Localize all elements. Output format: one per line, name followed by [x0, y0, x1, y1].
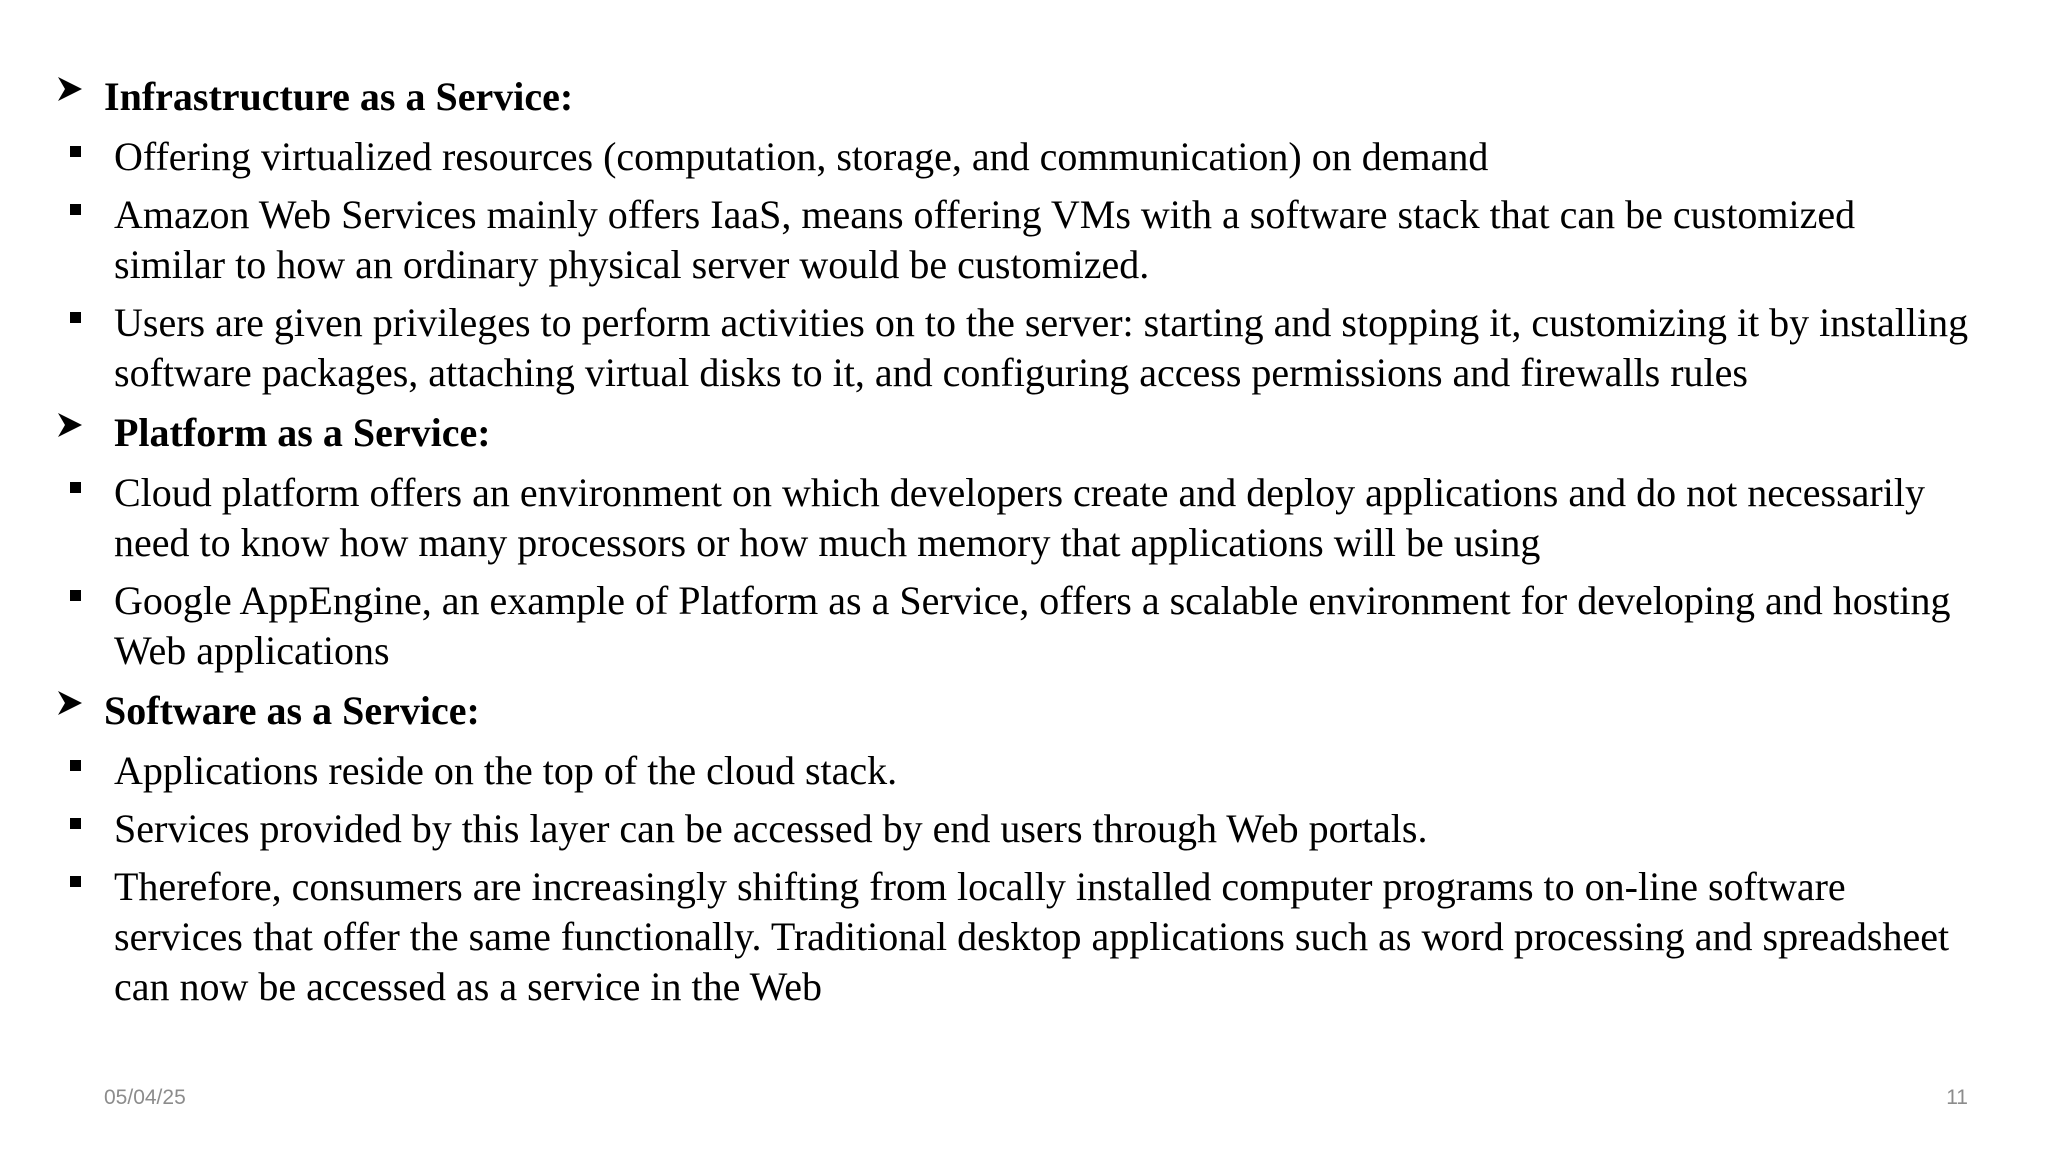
list-item: [56, 862, 1976, 1012]
section-title: Platform as a Service:: [114, 410, 491, 455]
square-bullet-icon: [70, 204, 81, 215]
list-item: [56, 298, 1976, 398]
section-heading-iaas: [56, 70, 1976, 132]
square-bullet-icon: [70, 146, 81, 157]
list-item-text: Services provided by this layer can be accessed by end users through Web portals.: [114, 806, 1428, 851]
list-item-text: Cloud platform offers an environment on which developers create and deploy applications and do not necessarily need to know how many processors or how much memory that applications will be using: [114, 470, 1925, 565]
list-item-text: Applications reside on the top of the cloud stack.: [114, 748, 898, 793]
square-bullet-icon: [70, 482, 81, 493]
list-item: [56, 132, 1976, 182]
square-bullet-icon: [70, 876, 81, 887]
list-item-text: Amazon Web Services mainly offers IaaS, means offering VMs with a software stack that can be customized similar to how an ordinary physical server would be customized.: [114, 192, 1856, 287]
list-item: [56, 576, 1976, 676]
section-title: Infrastructure as a Service:: [104, 74, 574, 119]
list-item-text: Therefore, consumers are increasingly shifting from locally installed computer programs to on-line software services that offer the same functionally. Traditional desktop applications such as word processing and spreadsheet can now be accessed as a service in the Web: [114, 864, 1950, 1009]
slide-body: [56, 70, 1976, 1020]
arrow-bullet-icon: [56, 411, 84, 439]
square-bullet-icon: [70, 312, 81, 323]
slide-date: 05/04/25: [104, 1086, 186, 1109]
square-bullet-icon: [70, 818, 81, 829]
list-item-text: Users are given privileges to perform activities on to the server: starting and stopping it, customizing it by installing software packages, attaching virtual disks to it, and configuring access permissions and firewalls rules: [114, 300, 1969, 395]
slide-number: 11: [1946, 1086, 1968, 1109]
list-item: [56, 190, 1976, 290]
section-title: Software as a Service:: [104, 688, 480, 733]
section-heading-saas: [56, 684, 1976, 746]
list-item: [56, 746, 1976, 796]
list-item: [56, 468, 1976, 568]
arrow-bullet-icon: [56, 689, 84, 717]
square-bullet-icon: [70, 760, 81, 771]
list-item-text: Google AppEngine, an example of Platform as a Service, offers a scalable environment for developing and hosting Web applications: [114, 578, 1951, 673]
arrow-bullet-icon: [56, 75, 84, 103]
square-bullet-icon: [70, 590, 81, 601]
list-item: [56, 804, 1976, 854]
section-heading-paas: [56, 406, 1976, 468]
list-item-text: Offering virtualized resources (computation, storage, and communication) on demand: [114, 134, 1489, 179]
